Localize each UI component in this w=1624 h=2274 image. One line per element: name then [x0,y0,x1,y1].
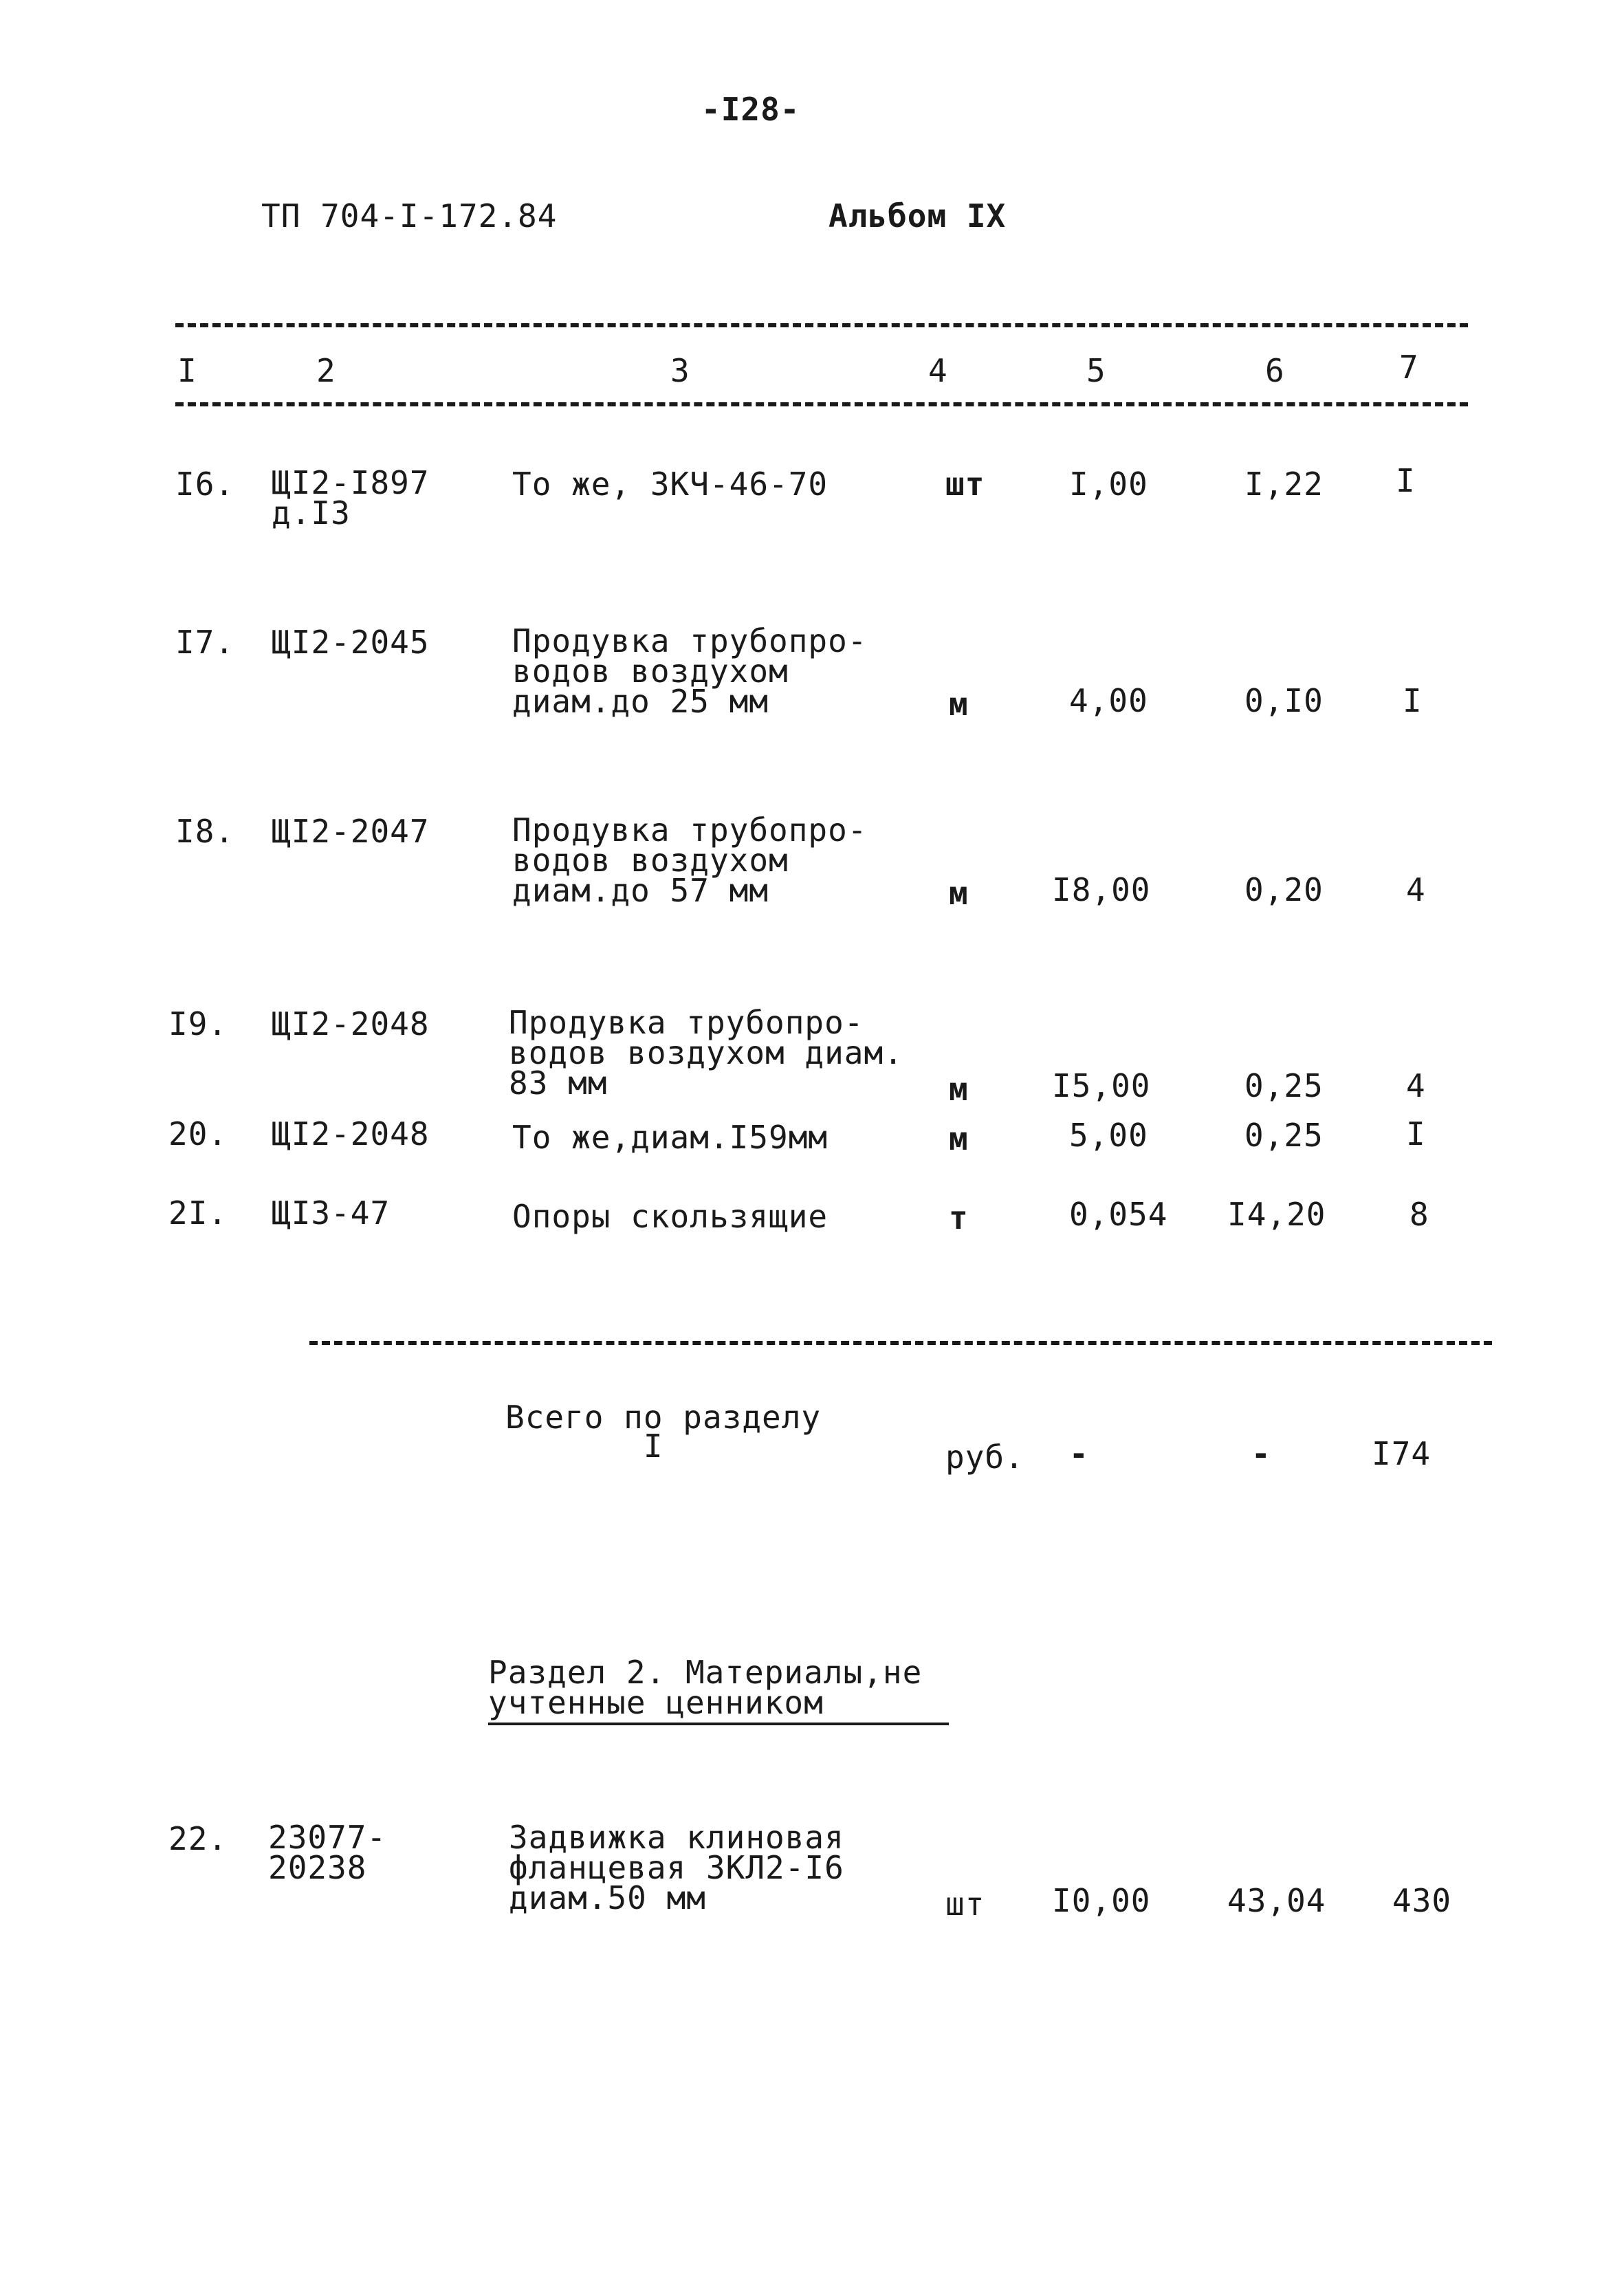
section2-title: Раздел 2. Материалы,не учтенные ценником [488,1654,923,1721]
row-total: I [1406,1115,1426,1152]
section-total-price: - [1251,1435,1271,1472]
row-total: 430 [1392,1882,1452,1919]
row-number: I8. [175,813,235,850]
row-total: 8 [1409,1196,1429,1233]
row-qty: 0,054 [1069,1196,1168,1233]
row-price: 0,20 [1244,871,1324,908]
page-number: -I28- [701,91,800,128]
row-name: Продувка трубопро- водов воздухом диам. 83 мм [509,1004,903,1102]
row-qty: I5,00 [1052,1067,1151,1104]
row-unit: м [949,1120,969,1157]
row-name: Продувка трубопро- водов воздухом диам.до 25 мм [512,622,868,720]
row-total: 4 [1406,1067,1426,1104]
row-price: 43,04 [1227,1882,1326,1919]
row-code: ЩI2-2047 [272,813,430,850]
row-price: 0,I0 [1244,682,1324,719]
row-total: I [1403,682,1423,719]
section-total-unit: руб. [945,1439,1024,1476]
total-rule [309,1341,1492,1345]
col-header-5: 5 [1086,352,1106,389]
row-number: 22. [168,1820,228,1857]
row-unit: м [949,1071,969,1108]
row-name: То же, ЗКЧ-46-70 [512,466,829,503]
row-code: ЩI3-47 [272,1194,391,1232]
row-qty: I8,00 [1052,871,1151,908]
row-number: I7. [175,624,235,661]
section-total-qty: - [1069,1435,1089,1472]
doc-code: ТП 704-I-172.84 [261,197,558,234]
row-total: 4 [1406,871,1426,908]
row-qty: I0,00 [1052,1882,1151,1919]
row-price: I4,20 [1227,1196,1326,1233]
row-number: 2I. [168,1194,228,1232]
row-name: Опоры скользящие [512,1198,829,1235]
row-unit: шт [945,466,985,503]
section-total-label: Всего по разделу I [505,1399,822,1465]
section-total-value: I74 [1372,1435,1431,1472]
row-name: Задвижка клиновая фланцевая ЗКЛ2-I6 диам.50 мм [509,1819,844,1916]
row-qty: 4,00 [1069,682,1148,719]
row-qty: 5,00 [1069,1117,1148,1154]
row-code: ЩI2-I897 д.I3 [272,464,430,532]
row-price: 0,25 [1244,1117,1324,1154]
row-unit: м [949,686,969,723]
col-header-3: 3 [670,352,690,389]
row-name: Продувка трубопро- водов воздухом диам.до 57 мм [512,811,868,909]
row-unit: м [949,875,969,912]
row-number: I6. [175,466,235,503]
header-top-rule [175,323,1468,327]
row-price: I,22 [1244,466,1324,503]
row-qty: I,00 [1069,466,1148,503]
row-code: ЩI2-2045 [272,624,430,661]
row-code: ЩI2-2048 [272,1005,430,1042]
row-price: 0,25 [1244,1067,1324,1104]
row-name: То же,диам.I59мм [512,1119,829,1156]
header-bottom-rule [175,402,1468,406]
row-unit: шт [945,1885,985,1923]
row-code: 23077- 20238 [268,1819,387,1886]
col-header-7: 7 [1399,349,1419,386]
col-header-1: I [177,352,197,389]
album-label: Альбом IX [829,197,1007,234]
row-number: I9. [168,1005,228,1042]
col-header-2: 2 [316,352,336,389]
col-header-4: 4 [928,352,948,389]
row-number: 20. [168,1115,228,1152]
section2-underline [488,1723,949,1725]
row-unit: т [949,1199,969,1236]
row-code: ЩI2-2048 [272,1115,430,1152]
col-header-6: 6 [1265,352,1285,389]
row-total: I [1396,462,1416,499]
